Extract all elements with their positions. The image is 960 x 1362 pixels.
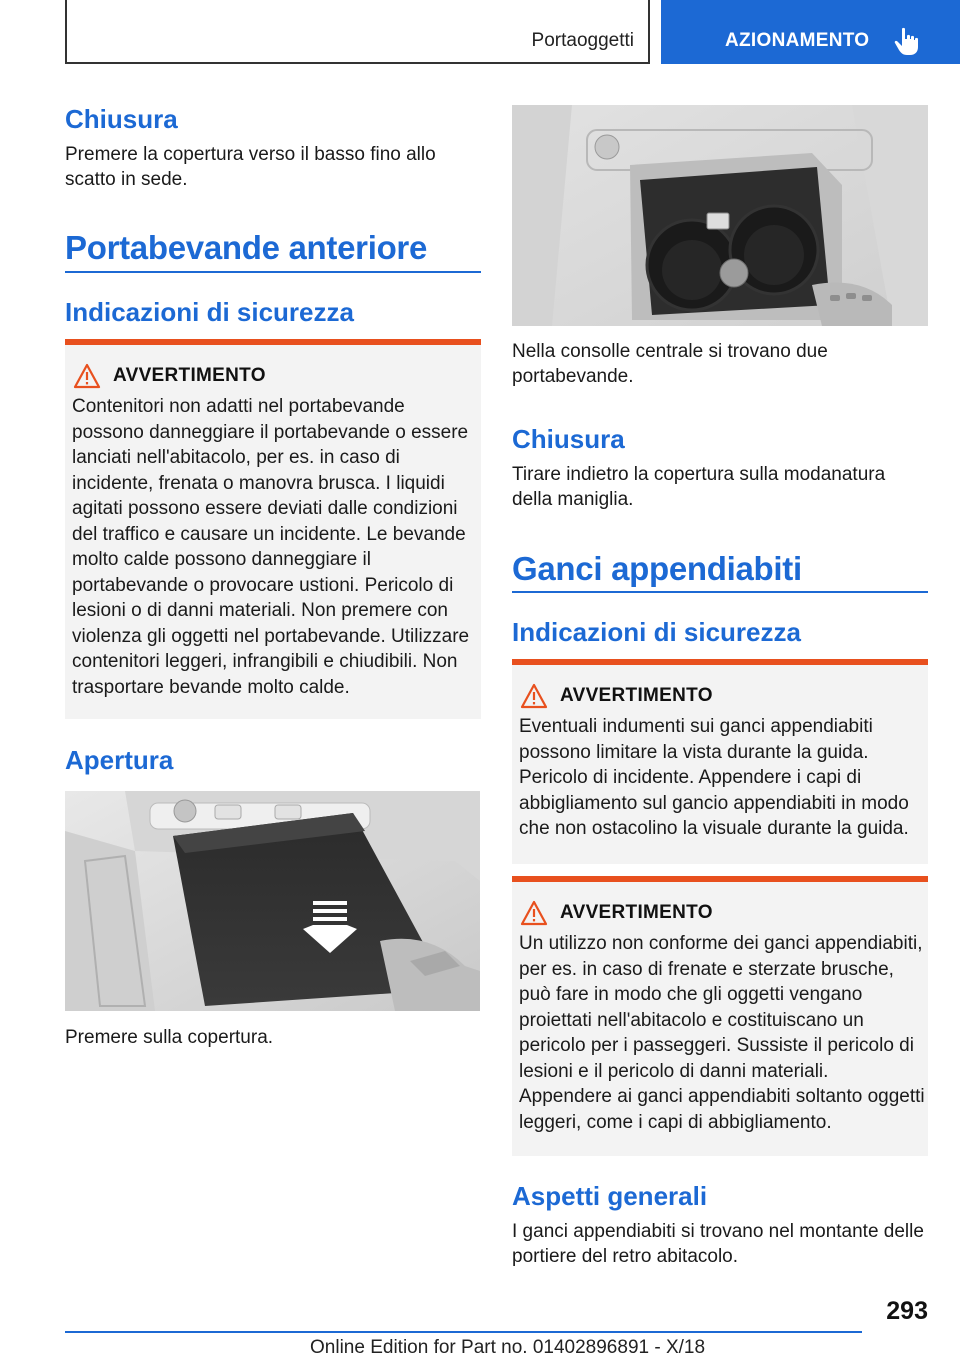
warning-title: AVVERTIMENTO (113, 365, 266, 386)
warning-box-hooks-misuse (512, 876, 928, 1156)
warning-box-hooks-visibility (512, 659, 928, 864)
warning-title: AVVERTIMENTO (560, 685, 713, 706)
hand-pointer-icon (893, 26, 921, 56)
header-section-box (65, 0, 650, 64)
coat-hooks-heading: Ganci appendiabiti (512, 550, 802, 587)
warning-box-cupholder (65, 339, 481, 719)
footer-edition: Online Edition for Part no. 01402896891 - X/18 (310, 1337, 706, 1358)
opening-heading: Apertura (65, 745, 174, 775)
general-text: I ganci appendiabiti si trovano nel montante delle portiere del retro abitacolo. (512, 1221, 924, 1267)
right-safety-heading: Indicazioni di sicurezza (512, 617, 801, 647)
general-heading: Aspetti generali (512, 1181, 708, 1211)
header-chapter-tab[interactable] (661, 0, 960, 64)
header-section-title: Portaoggetti (531, 30, 634, 51)
left-closing-heading: Chiusura (65, 104, 178, 134)
right-closing-heading: Chiusura (512, 424, 625, 454)
cupholders-open-image (512, 105, 928, 326)
right-closing-text: Tirare indietro la copertura sulla modanatura della maniglia. (512, 464, 886, 510)
warning-triangle-icon (520, 900, 548, 926)
footer-divider (65, 1331, 862, 1333)
warning-title: AVVERTIMENTO (560, 902, 713, 923)
section-divider (512, 591, 928, 593)
right-intro-text: Nella consolle centrale si trovano due portabevande. (512, 341, 828, 387)
warning-text: Un utilizzo non conforme dei ganci appendiabiti, per es. in caso di frenate e sterzate brusche, può fare in modo che gli oggetti vengano proiettati nell'abitacolo e costituiscano un pericolo per i passeggeri. Sussiste il pericolo di lesioni e il pericolo di danni materiali. Appendere ai ganci appendiabiti soltanto oggetti leggeri, come i capi di abbigliamento. (519, 933, 925, 1133)
warning-triangle-icon (520, 683, 548, 709)
cupholder-cover-press-image (65, 791, 480, 1011)
warning-text: Contenitori non adatti nel portabevande possono danneggiare il portabevande o essere lanciati nell'abitacolo, per es. in caso di incidente, frenata o manovra brusca. I liquidi agitati possono essere deviati dalle condizioni del traffico e causare un incidente. Le bevande molto calde possono danneggiare il portabevande o provocare ustioni. Pericolo di lesioni o di danni materiali. Non premere con violenza gli oggetti nel portabevande. Utilizzare contenitori leggeri, infrangibili e chiudibili. Non trasportare bevande molto calde. (72, 396, 470, 698)
warning-text: Eventuali indumenti sui ganci appendiabiti possono limitare la vista durante la guida. Pericolo di incidente. Appendere i capi di abbigliamento sul gancio appendiabiti in modo che non ostacolino la visuale durante la guida. (519, 716, 909, 839)
left-closing-text: Premere la copertura verso il basso fino allo scatto in sede. (65, 144, 436, 190)
header-chapter-label: AZIONAMENTO (725, 30, 870, 51)
page-number: 293 (886, 1297, 928, 1325)
section-divider (65, 271, 481, 273)
opening-caption: Premere sulla copertura. (65, 1027, 274, 1048)
left-safety-heading: Indicazioni di sicurezza (65, 297, 354, 327)
warning-triangle-icon (73, 363, 101, 389)
front-cupholder-heading: Portabevande anteriore (65, 229, 428, 266)
